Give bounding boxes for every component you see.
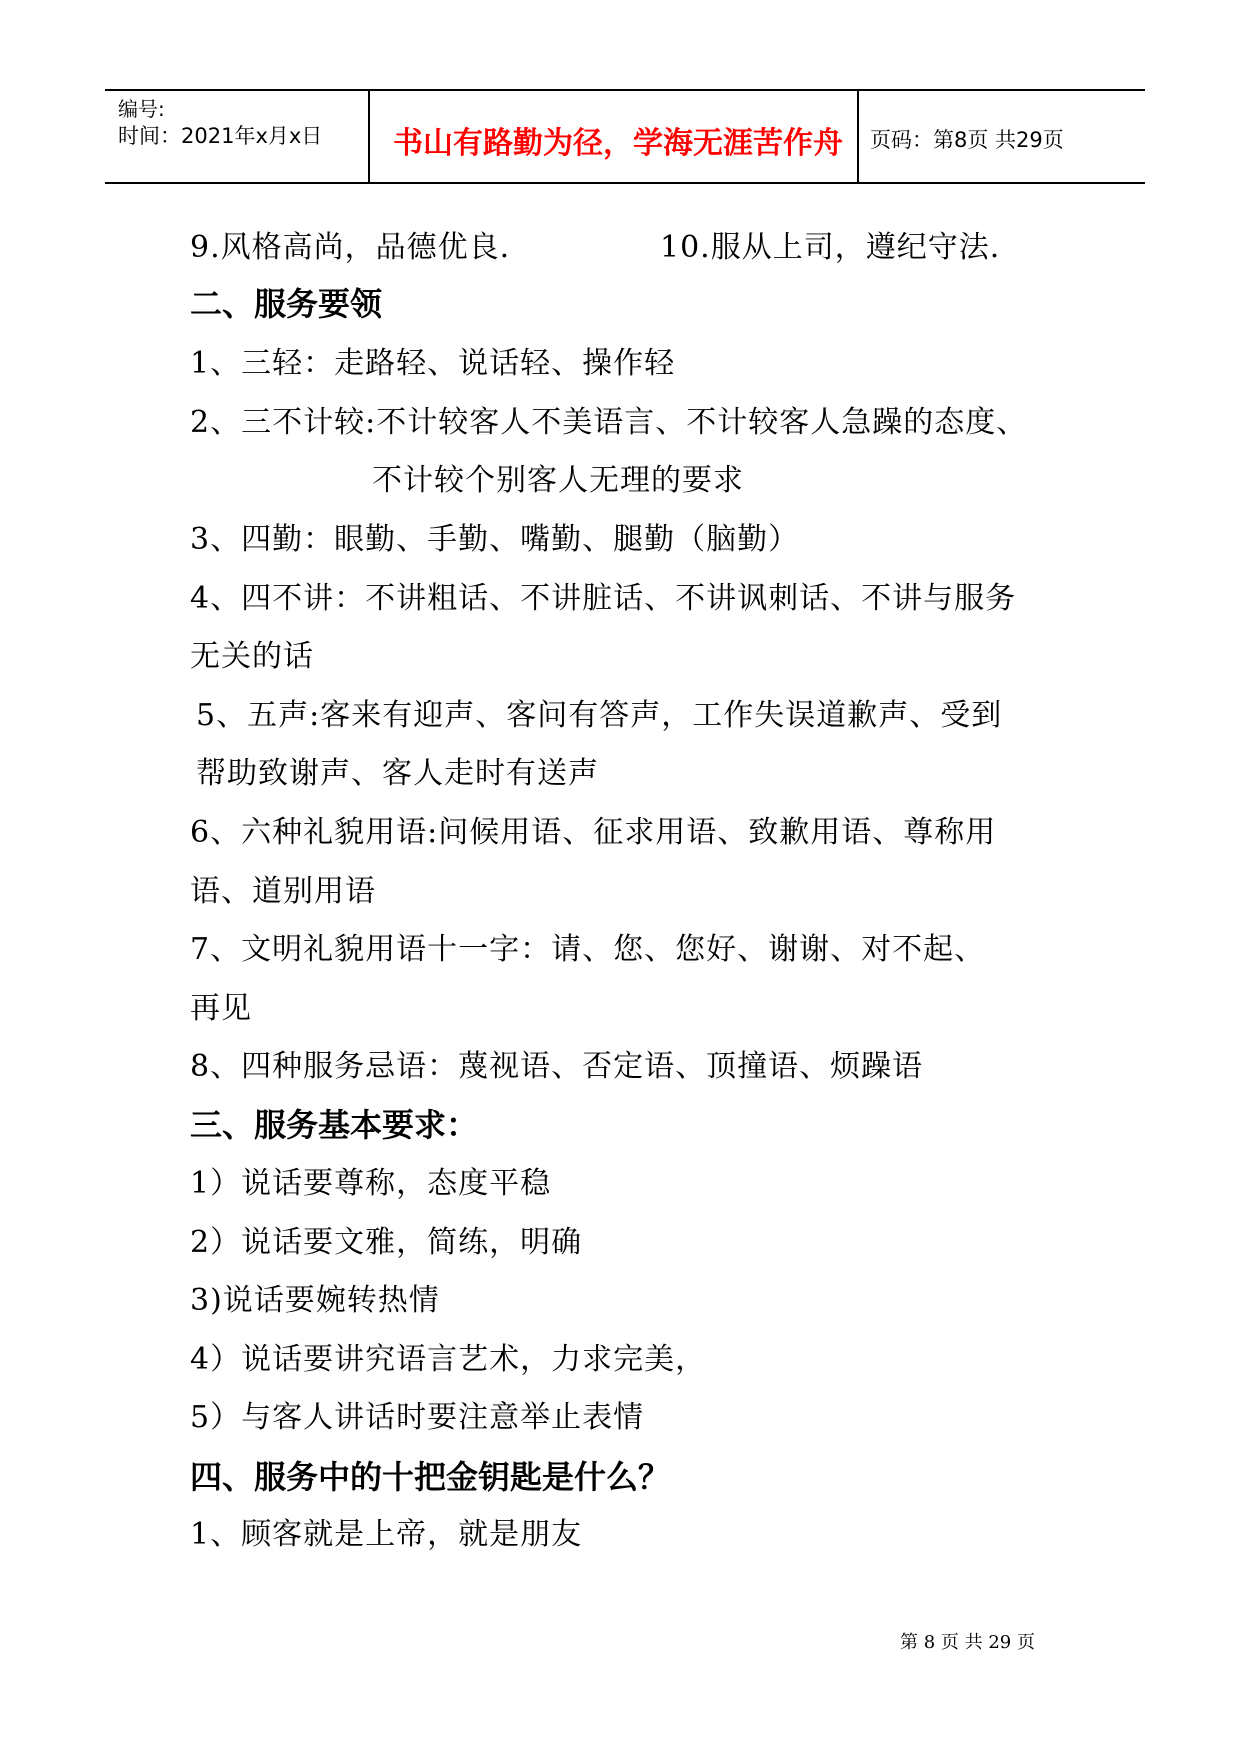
body-line: 6、六种礼貌用语:问候用语、征求用语、致歉用语、尊称用 (190, 815, 997, 850)
body-line-9: 9.风格高尚，品德优良. (190, 230, 511, 265)
body-line: 1、顾客就是上帝，就是朋友 (190, 1517, 583, 1552)
body-line: 2）说话要文雅，简练，明确 (190, 1225, 583, 1260)
header-motto: 书山有路勤为径，学海无涯苦作舟 (393, 126, 843, 161)
header-divider-right (857, 90, 859, 183)
body-line: 4）说话要讲究语言艺术，力求完美， (190, 1342, 707, 1377)
body-line: 1）说话要尊称，态度平稳 (190, 1166, 552, 1201)
header-top-rule (105, 89, 1145, 91)
body-line: 2、三不计较:不计较客人不美语言、不计较客人急躁的态度、 (190, 405, 1028, 440)
body-line: 语、道别用语 (190, 874, 376, 909)
body-line: 4、四不讲：不讲粗话、不讲脏话、不讲讽刺话、不讲与服务 (190, 581, 1017, 616)
body-line: 3、四勤：眼勤、手勤、嘴勤、腿勤（脑勤） (190, 522, 800, 557)
header-number-label: 编号: (118, 97, 165, 121)
body-line: 帮助致谢声、客人走时有送声 (196, 756, 599, 791)
footer-page-number: 第 8 页 共 29 页 (900, 1632, 1035, 1653)
body-line: 5）与客人讲话时要注意举止表情 (190, 1400, 645, 1435)
section-heading-2: 二、服务要领 (190, 285, 383, 323)
section-heading-4: 四、服务中的十把金钥匙是什么？ (190, 1458, 671, 1496)
body-line-10: 10.服从上司，遵纪守法. (660, 230, 1001, 265)
header-divider-left (368, 90, 370, 183)
header-bottom-rule (105, 182, 1145, 184)
body-line: 无关的话 (190, 639, 314, 674)
section-heading-3: 三、服务基本要求： (190, 1106, 479, 1144)
body-line: 不计较个别客人无理的要求 (372, 463, 744, 498)
body-line: 5、五声:客来有迎声、客问有答声，工作失误道歉声、受到 (196, 698, 1003, 733)
body-line: 7、文明礼貌用语十一字：请、您、您好、谢谢、对不起、 (190, 932, 986, 967)
body-line: 3)说话要婉转热情 (190, 1283, 440, 1318)
body-line: 8、四种服务忌语：蔑视语、否定语、顶撞语、烦躁语 (190, 1049, 924, 1084)
header-time-label: 时间：2021年x月x日 (118, 124, 323, 148)
body-line: 再见 (190, 991, 252, 1026)
header-page-info: 页码：第8页 共29页 (870, 128, 1064, 152)
body-line: 1、三轻：走路轻、说话轻、操作轻 (190, 346, 676, 381)
